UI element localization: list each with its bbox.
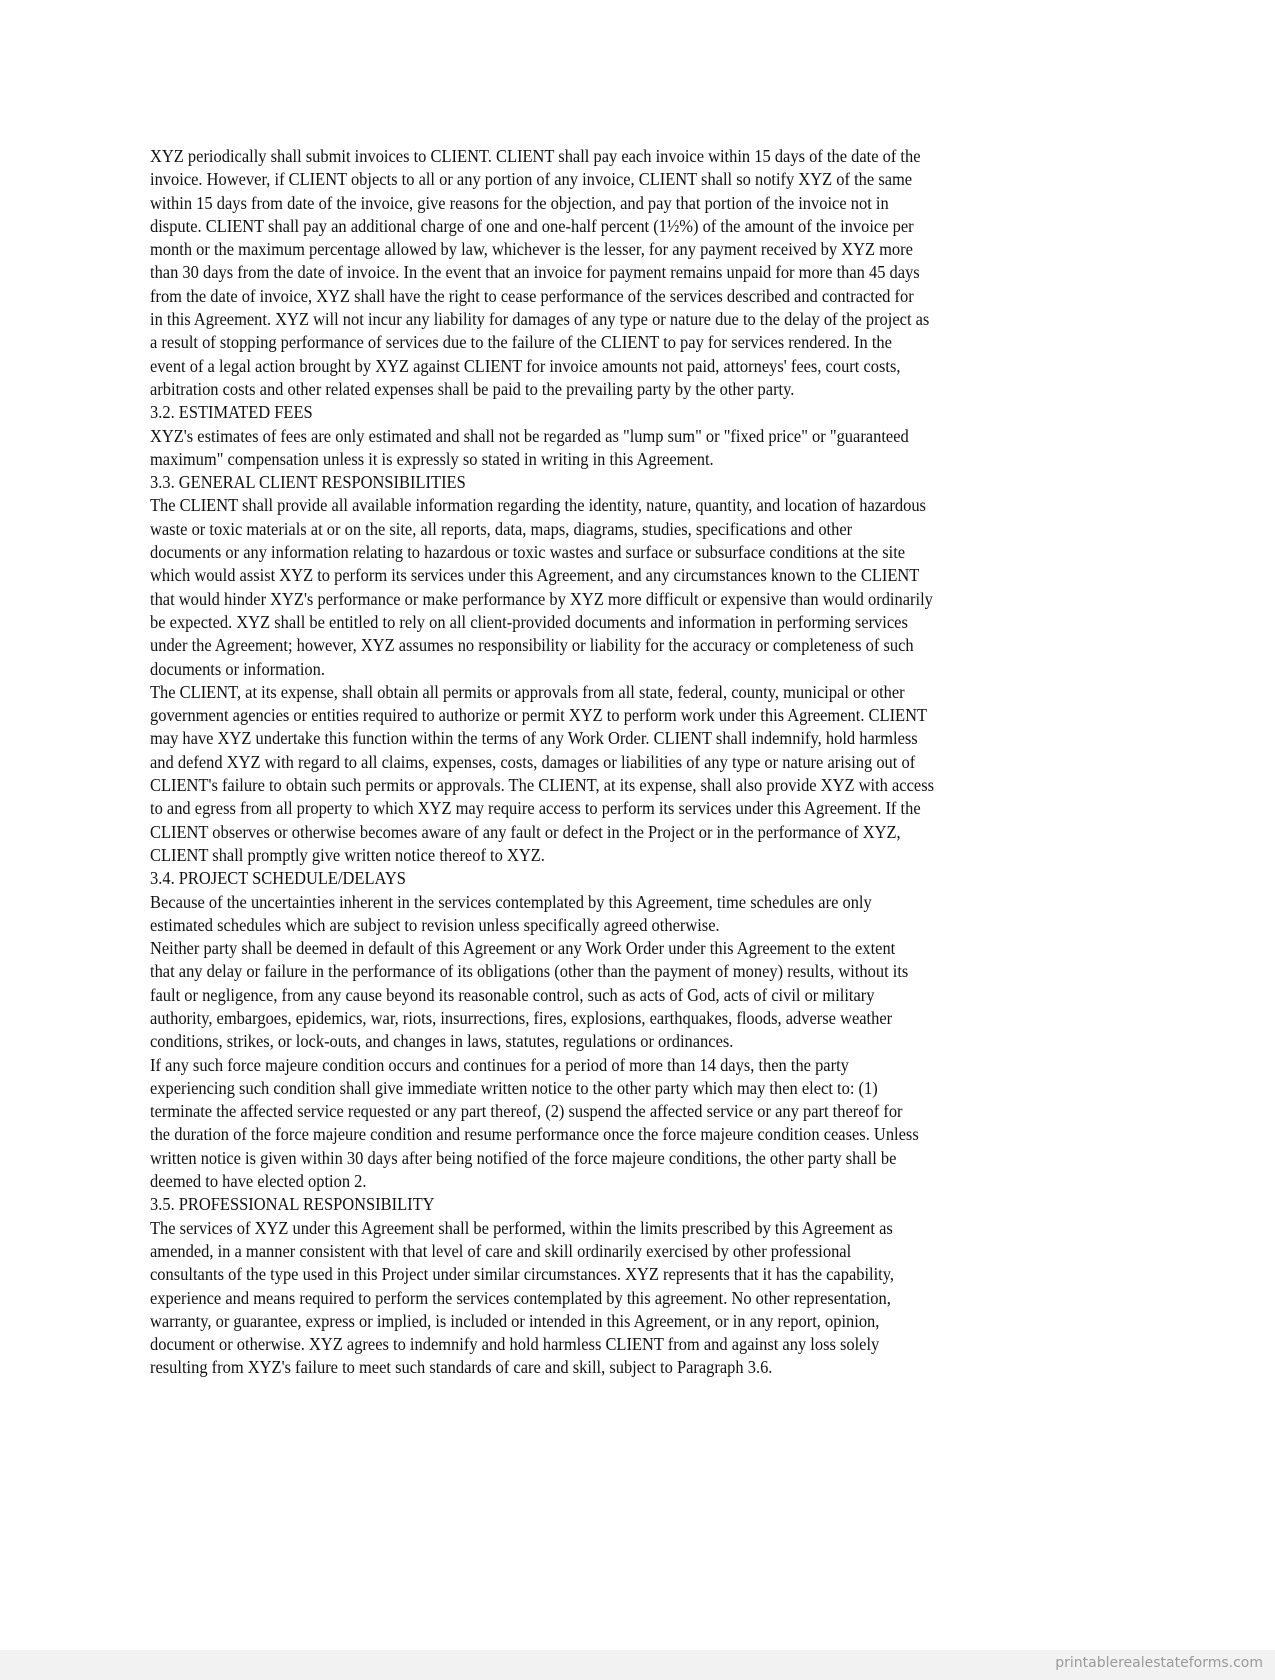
text-line: If any such force majeure condition occurs and continues for a period of more than 14 days, then the party: [150, 1054, 849, 1075]
text-line: in this Agreement. XYZ will not incur any liability for damages of any type or nature due to the delay of the project as: [150, 309, 930, 330]
text-line: authority, embargoes, epidemics, war, riots, insurrections, fires, explosions, earthquakes, floods, adverse weather: [150, 1007, 893, 1028]
footer-watermark[interactable]: printablerealestateforms.com: [1055, 1655, 1263, 1671]
text-line: invoice. However, if CLIENT objects to all or any portion of any invoice, CLIENT shall so notify XYZ of the same: [150, 169, 913, 190]
section-heading: 3.4. PROJECT SCHEDULE/DELAYS: [150, 868, 406, 889]
text-line: from the date of invoice, XYZ shall have the right to cease performance of the services described and contracted for: [150, 285, 914, 306]
text-line: terminate the affected service requested or any part thereof, (2) suspend the affected service or any part thereof for: [150, 1101, 903, 1122]
text-line: and defend XYZ with regard to all claims, expenses, costs, damages or liabilities of any type or nature arising out of: [150, 751, 916, 772]
text-line: experiencing such condition shall give immediate written notice to the other party which may then elect to: (1): [150, 1077, 878, 1098]
section-heading: 3.5. PROFESSIONAL RESPONSIBILITY: [150, 1194, 435, 1215]
text-line: document or otherwise. XYZ agrees to indemnify and hold harmless CLIENT from and against any loss solely: [150, 1334, 880, 1355]
text-line: conditions, strikes, or lock-outs, and changes in laws, statutes, regulations or ordinances.: [150, 1031, 734, 1052]
text-line: deemed to have elected option 2.: [150, 1171, 367, 1192]
text-line: within 15 days from date of the invoice, give reasons for the objection, and pay that portion of the invoice not in: [150, 192, 889, 213]
text-line: fault or negligence, from any cause beyond its reasonable control, such as acts of God, acts of civil or military: [150, 984, 875, 1005]
text-line: CLIENT observes or otherwise becomes aware of any fault or defect in the Project or in the performance of XYZ,: [150, 821, 901, 842]
text-line: written notice is given within 30 days after being notified of the force majeure conditions, the other party shall be: [150, 1147, 897, 1168]
text-line: CLIENT shall promptly give written notice thereof to XYZ.: [150, 844, 545, 865]
text-line: amended, in a manner consistent with that level of care and skill ordinarily exercised by other professional: [150, 1240, 852, 1261]
text-line: under the Agreement; however, XYZ assumes no responsibility or liability for the accuracy or completeness of such: [150, 635, 914, 656]
text-line: which would assist XYZ to perform its services under this Agreement, and any circumstances known to the CLIENT: [150, 565, 920, 586]
text-line: waste or toxic materials at or on the site, all reports, data, maps, diagrams, studies, specifications and other: [150, 518, 853, 539]
text-line: The CLIENT, at its expense, shall obtain all permits or approvals from all state, federal, county, municipal or other: [150, 681, 905, 702]
text-line: to and egress from all property to which XYZ may require access to perform its services under this Agreement. If the: [150, 798, 921, 819]
text-line: experience and means required to perform the services contemplated by this agreement. No other representation,: [150, 1287, 891, 1308]
text-line: XYZ periodically shall submit invoices to CLIENT. CLIENT shall pay each invoice within 15 days of the date of the: [150, 146, 921, 166]
section-heading: 3.2. ESTIMATED FEES: [150, 402, 313, 423]
text-line: than 30 days from the date of invoice. In the event that an invoice for payment remains unpaid for more than 45 days: [150, 262, 920, 283]
text-line: dispute. CLIENT shall pay an additional charge of one and one-half percent (1½%) of the amount of the invoice per: [150, 215, 914, 236]
text-line: Because of the uncertainties inherent in the services contemplated by this Agreement, time schedules are only: [150, 891, 872, 912]
text-line: arbitration costs and other related expenses shall be paid to the prevailing party by the other party.: [150, 378, 795, 399]
text-line: XYZ's estimates of fees are only estimated and shall not be regarded as "lump sum" or "fixed price" or "guaranteed: [150, 425, 909, 446]
text-line: The services of XYZ under this Agreement shall be performed, within the limits prescribed by this Agreement as: [150, 1217, 893, 1238]
text-line: warranty, or guarantee, express or implied, is included or intended in this Agreement, or in any report, opinion,: [150, 1310, 880, 1331]
text-line: Neither party shall be deemed in default of this Agreement or any Work Order under this Agreement to the extent: [150, 938, 896, 959]
text-line: resulting from XYZ's failure to meet such standards of care and skill, subject to Paragraph 3.6.: [150, 1357, 773, 1378]
text-line: maximum" compensation unless it is expressly so stated in writing in this Agreement.: [150, 448, 714, 469]
text-line: consultants of the type used in this Project under similar circumstances. XYZ represents that it has the capability,: [150, 1264, 895, 1285]
text-line: government agencies or entities required to authorize or permit XYZ to perform work under this Agreement. CLIENT: [150, 705, 928, 726]
text-line: CLIENT's failure to obtain such permits or approvals. The CLIENT, at its expense, shall also provide XYZ with access: [150, 775, 935, 796]
text-line: the duration of the force majeure condition and resume performance once the force majeure condition ceases. Unless: [150, 1124, 919, 1145]
text-line: event of a legal action brought by XYZ against CLIENT for invoice amounts not paid, attorneys' fees, court costs,: [150, 355, 901, 376]
text-line: The CLIENT shall provide all available information regarding the identity, nature, quantity, and location of hazardous: [150, 495, 926, 516]
text-line: estimated schedules which are subject to revision unless specifically agreed otherwise.: [150, 914, 720, 935]
text-line: documents or information.: [150, 658, 325, 679]
text-line: may have XYZ undertake this function within the terms of any Work Order. CLIENT shall indemnify, hold harmless: [150, 728, 918, 749]
text-line: that any delay or failure in the performance of its obligations (other than the payment of money) results, without its: [150, 961, 909, 982]
text-line: a result of stopping performance of services due to the failure of the CLIENT to pay for services rendered. In the: [150, 332, 892, 353]
text-line: that would hinder XYZ's performance or make performance by XYZ more difficult or expensive than would ordinarily: [150, 588, 933, 609]
document-body: [150, 145, 1130, 1380]
text-line: month or the maximum percentage allowed by law, whichever is the lesser, for any payment received by XYZ more: [150, 239, 913, 260]
text-line: documents or any information relating to hazardous or toxic wastes and surface or subsurface conditions at the site: [150, 542, 906, 563]
text-line: be expected. XYZ shall be entitled to rely on all client-provided documents and information in performing services: [150, 611, 908, 632]
section-heading: 3.3. GENERAL CLIENT RESPONSIBILITIES: [150, 472, 466, 493]
footer-bar: [0, 1650, 1275, 1680]
